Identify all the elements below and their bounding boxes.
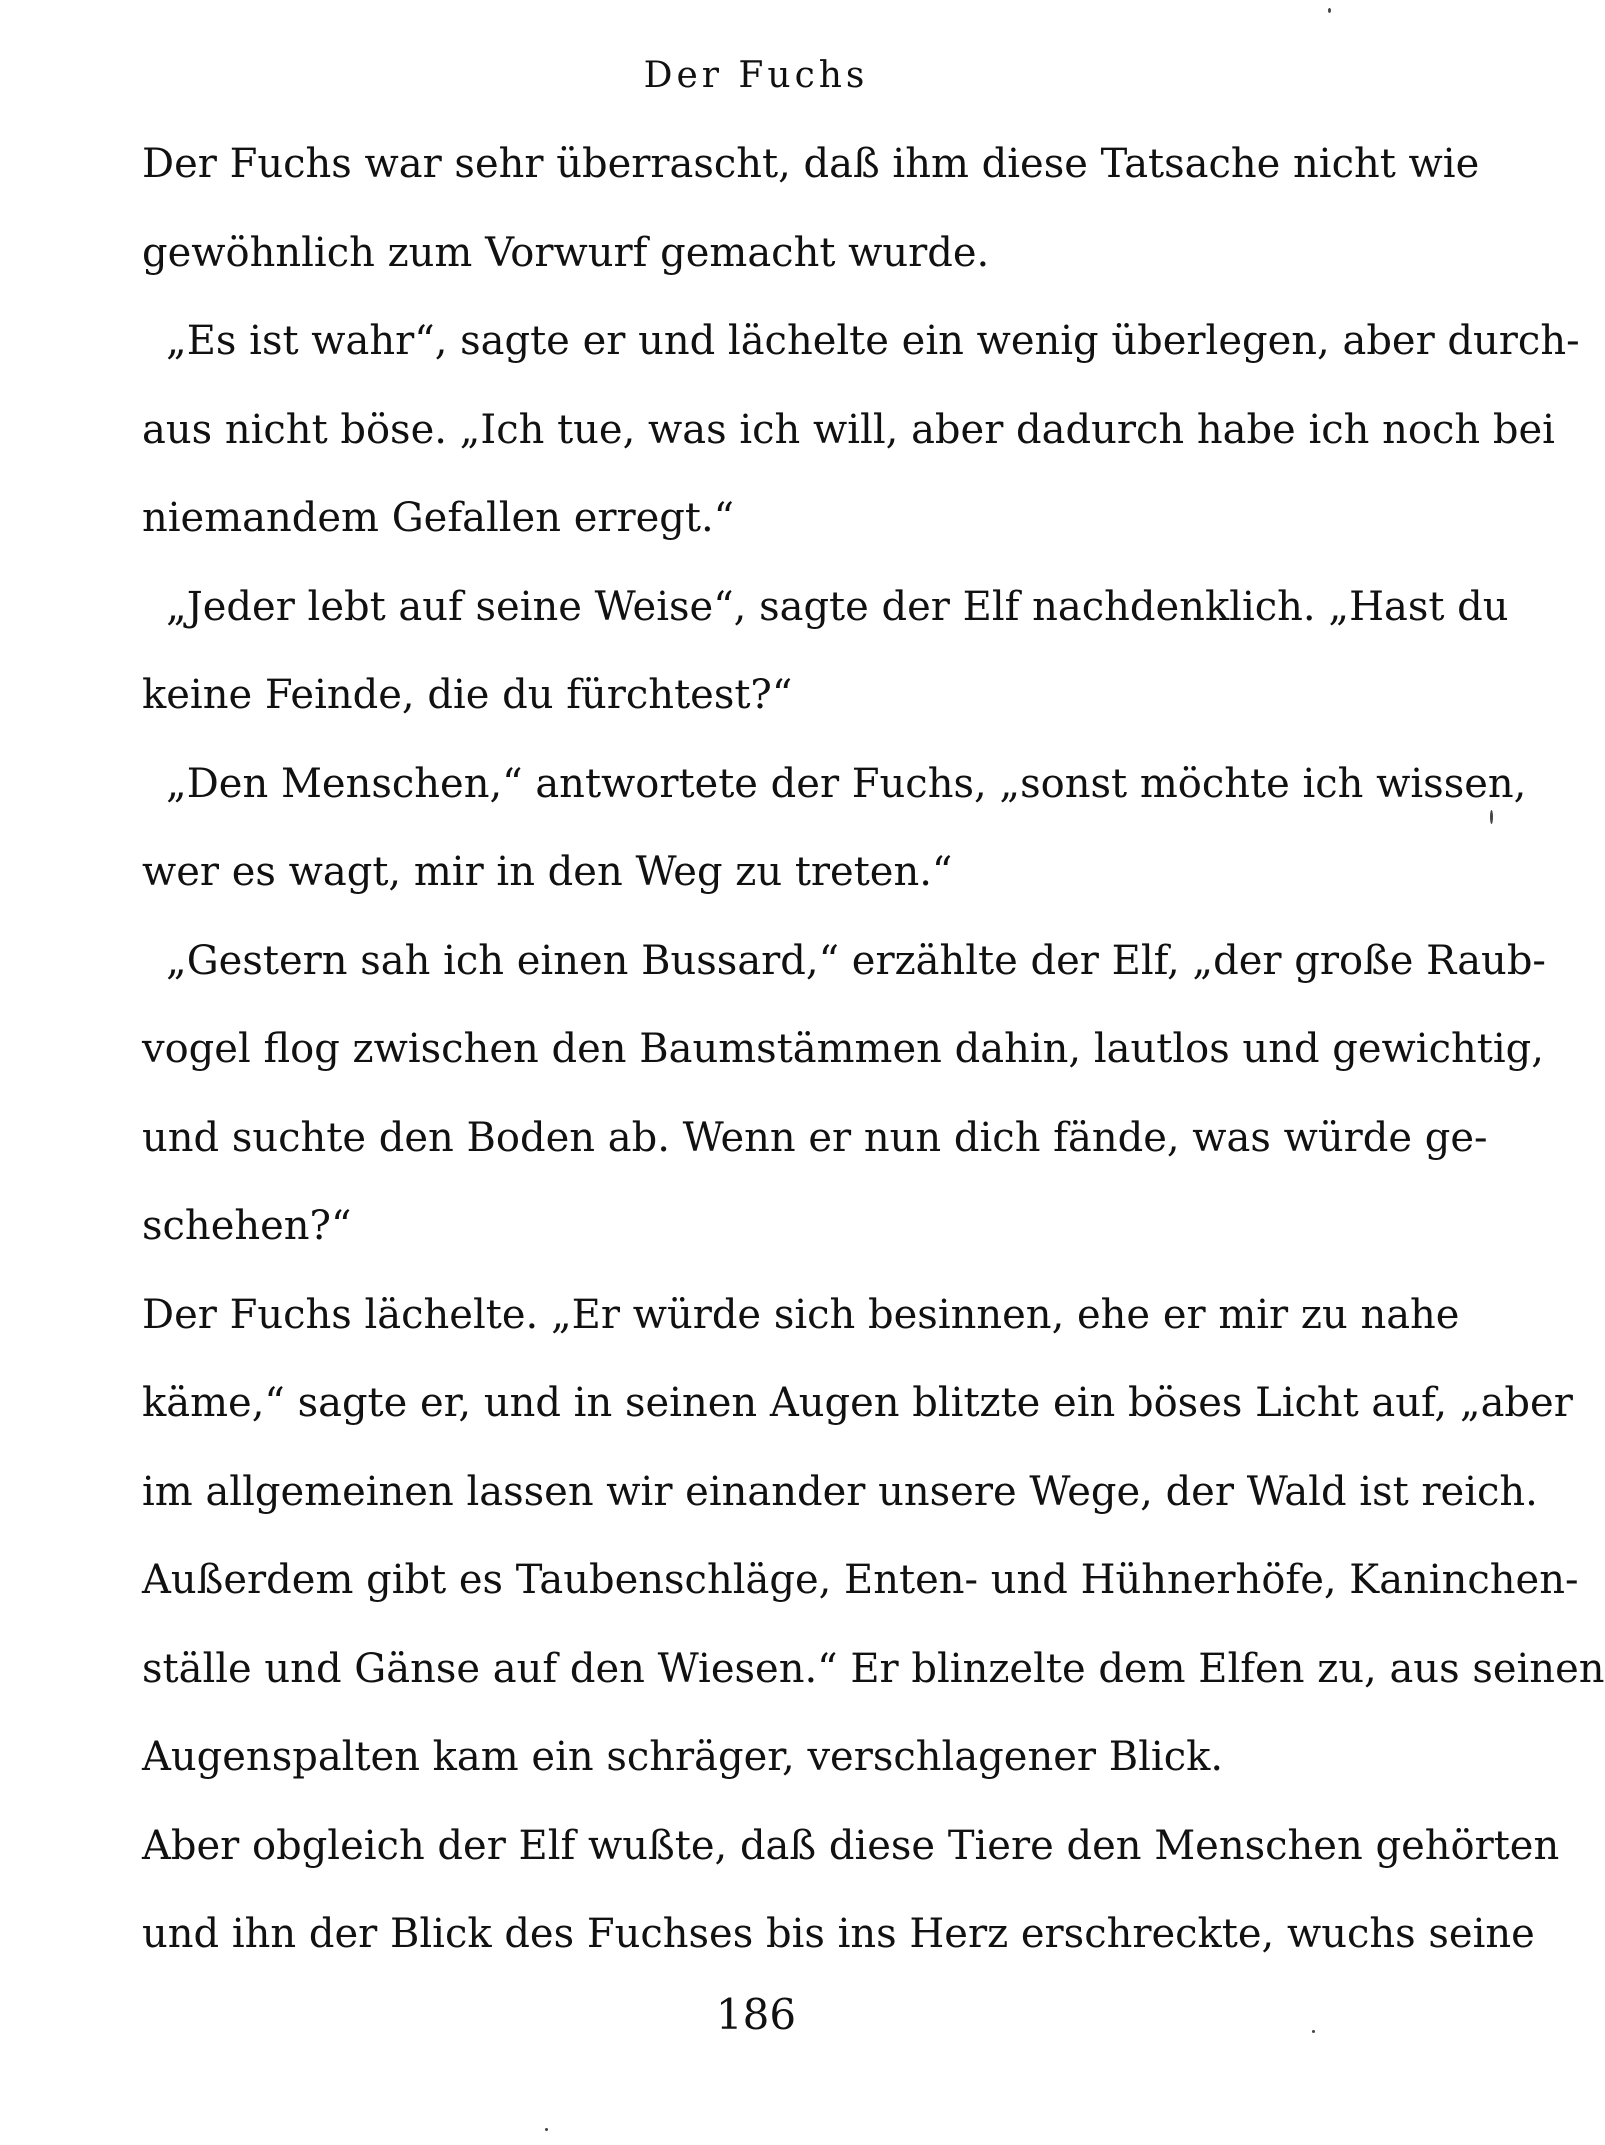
scan-speck [545, 2128, 548, 2131]
running-head: Der Fuchs [643, 55, 869, 96]
text-line: „Es ist wahr“, sagte er und lächelte ein wenig überlegen, aber durch- [166, 318, 1580, 364]
text-line: käme,“ sagte er, und in seinen Augen blitzte ein böses Licht auf, „aber [142, 1380, 1573, 1426]
text-line: im allgemeinen lassen wir einander unsere Wege, der Wald ist reich. [142, 1468, 1538, 1515]
text-line: vogel flog zwischen den Baumstämmen dahin, lautlos und gewichtig, [142, 1026, 1544, 1072]
text-line: Der Fuchs lächelte. „Er würde sich besinnen, ehe er mir zu nahe [142, 1291, 1460, 1338]
text-line: „Gestern sah ich einen Bussard,“ erzählte der Elf, „der große Raub- [166, 937, 1546, 984]
text-line: ställe und Gänse auf den Wiesen.“ Er blinzelte dem Elfen zu, aus seinen [142, 1645, 1605, 1692]
text-line: Aber obgleich der Elf wußte, daß diese Tiere den Menschen gehörten [142, 1822, 1560, 1869]
text-line: und ihn der Blick des Fuchses bis ins Herz erschreckte, wuchs seine [142, 1911, 1535, 1957]
scan-speck [1312, 2030, 1315, 2033]
text-line: und suchte den Boden ab. Wenn er nun dich fände, was würde ge- [142, 1114, 1488, 1161]
text-line: schehen?“ [142, 1203, 352, 1249]
text-line: wer es wagt, mir in den Weg zu treten.“ [142, 849, 953, 895]
scan-speck [1328, 8, 1331, 13]
text-line: Augenspalten kam ein schräger, verschlagener Blick. [142, 1734, 1224, 1780]
text-line: „Den Menschen,“ antwortete der Fuchs, „sonst möchte ich wissen, [166, 760, 1527, 807]
text-line: Außerdem gibt es Taubenschläge, Enten- und Hühnerhöfe, Kaninchen- [142, 1557, 1579, 1603]
body-text [142, 120, 1605, 1979]
text-line: keine Feinde, die du fürchtest?“ [142, 672, 793, 718]
text-line: Der Fuchs war sehr überrascht, daß ihm diese Tatsache nicht wie [142, 141, 1480, 187]
text-line: niemandem Gefallen erregt.“ [142, 495, 735, 541]
scan-speck [1490, 810, 1493, 824]
text-line: aus nicht böse. „Ich tue, was ich will, aber dadurch habe ich noch bei [142, 406, 1555, 453]
page-number: 186 [715, 1990, 797, 2039]
text-line: „Jeder lebt auf seine Weise“, sagte der Elf nachdenklich. „Hast du [166, 583, 1509, 630]
text-line: gewöhnlich zum Vorwurf gemacht wurde. [142, 229, 990, 276]
